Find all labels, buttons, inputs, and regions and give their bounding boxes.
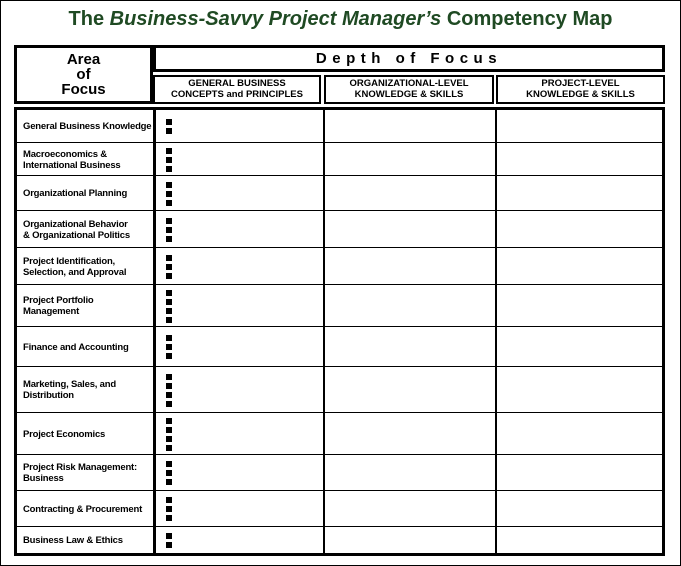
row-label: Macroeconomics & International Business: [23, 148, 121, 171]
column-header-label: PROJECT-LEVEL KNOWLEDGE & SKILLS: [526, 78, 635, 100]
column-header-organizational-level: [324, 75, 494, 104]
row-label: Project Risk Management: Business: [23, 462, 137, 484]
row-label: Contracting & Procurement: [23, 503, 143, 515]
table-row: [17, 247, 662, 285]
area-of-focus-header: [14, 45, 153, 104]
bullet-mark-icon: [166, 542, 172, 548]
bullet-mark-icon: [166, 227, 172, 233]
bullet-mark-icon: [166, 445, 172, 451]
table-row: [17, 454, 662, 491]
bullet-mark-icon: [166, 533, 172, 539]
bullet-mark-icon: [166, 317, 172, 323]
bullet-mark-icon: [166, 470, 172, 476]
column-divider: [153, 110, 156, 553]
bullet-mark-icon: [166, 255, 172, 261]
bullet-mark-icon: [166, 374, 172, 380]
row-marks: [166, 110, 172, 142]
row-marks: [166, 367, 172, 413]
row-label: General Business Knowledge: [23, 120, 152, 132]
bullet-mark-icon: [166, 436, 172, 442]
bullet-mark-icon: [166, 119, 172, 125]
row-label: Organizational Planning: [23, 188, 128, 199]
row-marks: [166, 211, 172, 248]
row-label: Project Economics: [23, 428, 106, 440]
row-label: Project Portfolio Management: [23, 295, 94, 317]
column-divider: [323, 110, 325, 553]
row-label: Organizational Behavior & Organizational Politics: [23, 218, 130, 241]
bullet-mark-icon: [166, 218, 172, 224]
bullet-mark-icon: [166, 461, 172, 467]
bullet-mark-icon: [166, 264, 172, 270]
bullet-mark-icon: [166, 166, 172, 172]
row-label: Project Identification, Selection, and Approval: [23, 255, 127, 278]
bullet-mark-icon: [166, 299, 172, 305]
bullet-mark-icon: [166, 128, 172, 134]
bullet-mark-icon: [166, 200, 172, 206]
title-italic: Business-Savvy Project Manager’s: [109, 8, 442, 30]
bullet-mark-icon: [166, 236, 172, 242]
row-marks: [166, 248, 172, 285]
bullet-mark-icon: [166, 515, 172, 521]
bullet-mark-icon: [166, 392, 172, 398]
area-of-focus-label: Area of Focus: [61, 51, 106, 98]
bullet-mark-icon: [166, 308, 172, 314]
bullet-mark-icon: [166, 148, 172, 154]
title-suffix: Competency Map: [441, 8, 613, 30]
column-divider: [495, 110, 497, 553]
column-header-general-business: [153, 75, 321, 104]
bullet-mark-icon: [166, 353, 172, 359]
column-header-label: ORGANIZATIONAL-LEVEL KNOWLEDGE & SKILLS: [349, 78, 469, 100]
bullet-mark-icon: [166, 383, 172, 389]
depth-of-focus-header: [153, 45, 665, 72]
bullet-mark-icon: [166, 418, 172, 424]
row-label: Marketing, Sales, and Distribution: [23, 379, 116, 401]
column-header-project-level: [496, 75, 665, 104]
competency-grid: [14, 107, 665, 556]
bullet-mark-icon: [166, 191, 172, 197]
bullet-mark-icon: [166, 344, 172, 350]
table-row: [17, 526, 662, 554]
table-row: [17, 175, 662, 211]
row-marks: [166, 527, 172, 554]
bullet-mark-icon: [166, 479, 172, 485]
bullet-mark-icon: [166, 497, 172, 503]
depth-of-focus-label: Depth of Focus: [315, 50, 503, 67]
row-marks: [166, 327, 172, 367]
table-row: [17, 284, 662, 327]
bullet-mark-icon: [166, 401, 172, 407]
table-row: [17, 366, 662, 413]
title-prefix: The: [68, 8, 110, 30]
bullet-mark-icon: [166, 427, 172, 433]
bullet-mark-icon: [166, 182, 172, 188]
row-label: Business Law & Ethics: [23, 535, 123, 546]
bullet-mark-icon: [166, 290, 172, 296]
table-row: [17, 142, 662, 176]
bullet-mark-icon: [166, 506, 172, 512]
row-marks: [166, 413, 172, 455]
table-row: [17, 412, 662, 455]
table-row: [17, 490, 662, 527]
table-row: [17, 210, 662, 248]
bullet-mark-icon: [166, 157, 172, 163]
row-marks: [166, 455, 172, 491]
row-marks: [166, 285, 172, 327]
table-row: [17, 110, 662, 142]
bullet-mark-icon: [166, 335, 172, 341]
row-marks: [166, 176, 172, 211]
row-marks: [166, 143, 172, 176]
row-marks: [166, 491, 172, 527]
row-label: Finance and Accounting: [23, 341, 129, 353]
table-row: [17, 326, 662, 367]
bullet-mark-icon: [166, 273, 172, 279]
page-title: [0, 8, 681, 31]
column-header-label: GENERAL BUSINESS CONCEPTS and PRINCIPLES: [171, 78, 303, 100]
